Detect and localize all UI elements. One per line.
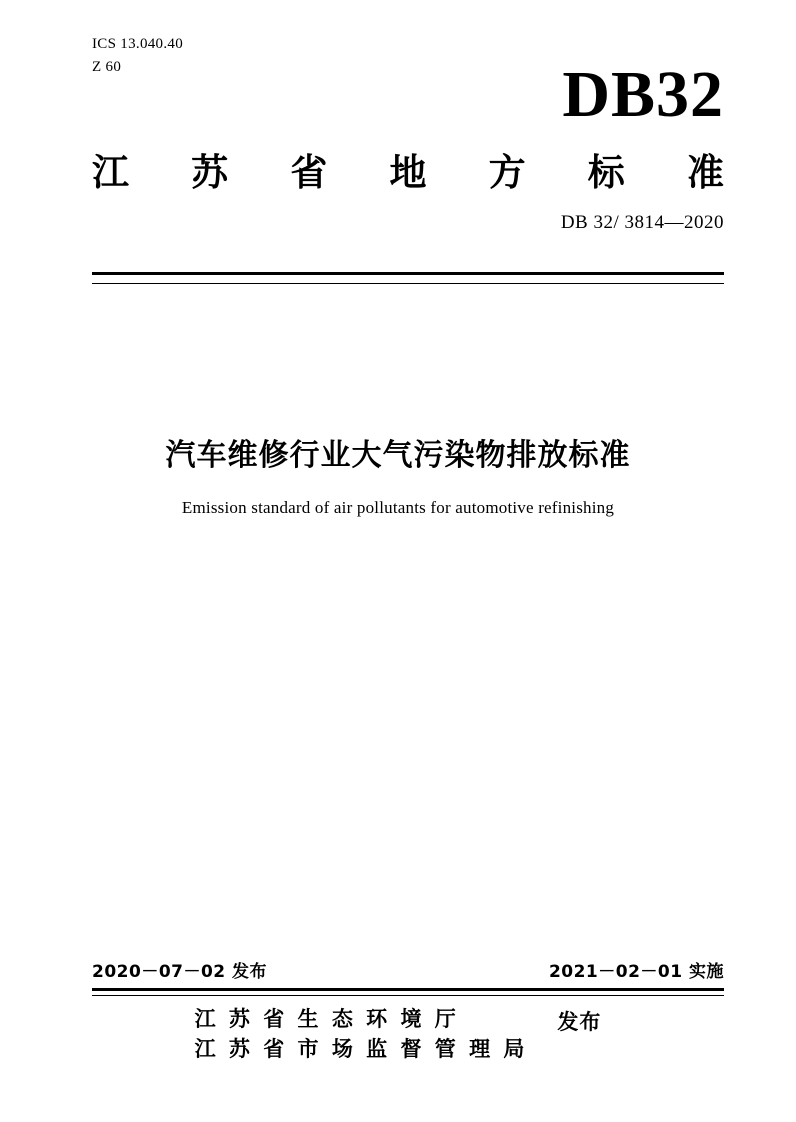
date-row [92, 957, 724, 982]
province-char-4: 方 [488, 151, 526, 194]
issuer-line-2: 江 苏 省 市 场 监 督 管 理 局 [194, 1037, 528, 1062]
header-divider-thin [92, 283, 724, 284]
issuer-line-1: 江 苏 省 生 态 环 境 厅 [194, 1007, 459, 1031]
document-title-chinese: 汽车维修行业大气污染物排放标准 [165, 438, 631, 473]
document-title-english: Emission standard of air pollutants for automotive refinishing [181, 498, 615, 517]
province-char-6: 准 [686, 151, 724, 194]
ics-code: ICS 13.040.40 [92, 36, 183, 52]
province-char-3: 地 [389, 151, 427, 194]
issuer-block [0, 1004, 796, 1065]
effective-date: 2021－02－01 实施 [548, 962, 724, 982]
province-char-0: 江 [92, 151, 129, 194]
issuer-names [195, 1004, 528, 1065]
province-char-1: 苏 [191, 151, 229, 194]
footer-divider-thick [92, 988, 724, 991]
province-char-5: 标 [587, 151, 625, 194]
ics-block [92, 33, 183, 80]
standard-number: DB 32/ 3814—2020 [560, 212, 724, 233]
province-standard-title [92, 142, 724, 196]
header-divider-thick [92, 272, 724, 275]
footer-divider-thin [92, 995, 724, 996]
classification-code: Z 60 [92, 59, 122, 76]
issue-verb: 发布 [557, 1010, 602, 1034]
db32-logo: DB32 [562, 58, 724, 131]
issue-date: 2020－07－02 发布 [92, 962, 268, 982]
province-char-2: 省 [290, 151, 328, 194]
